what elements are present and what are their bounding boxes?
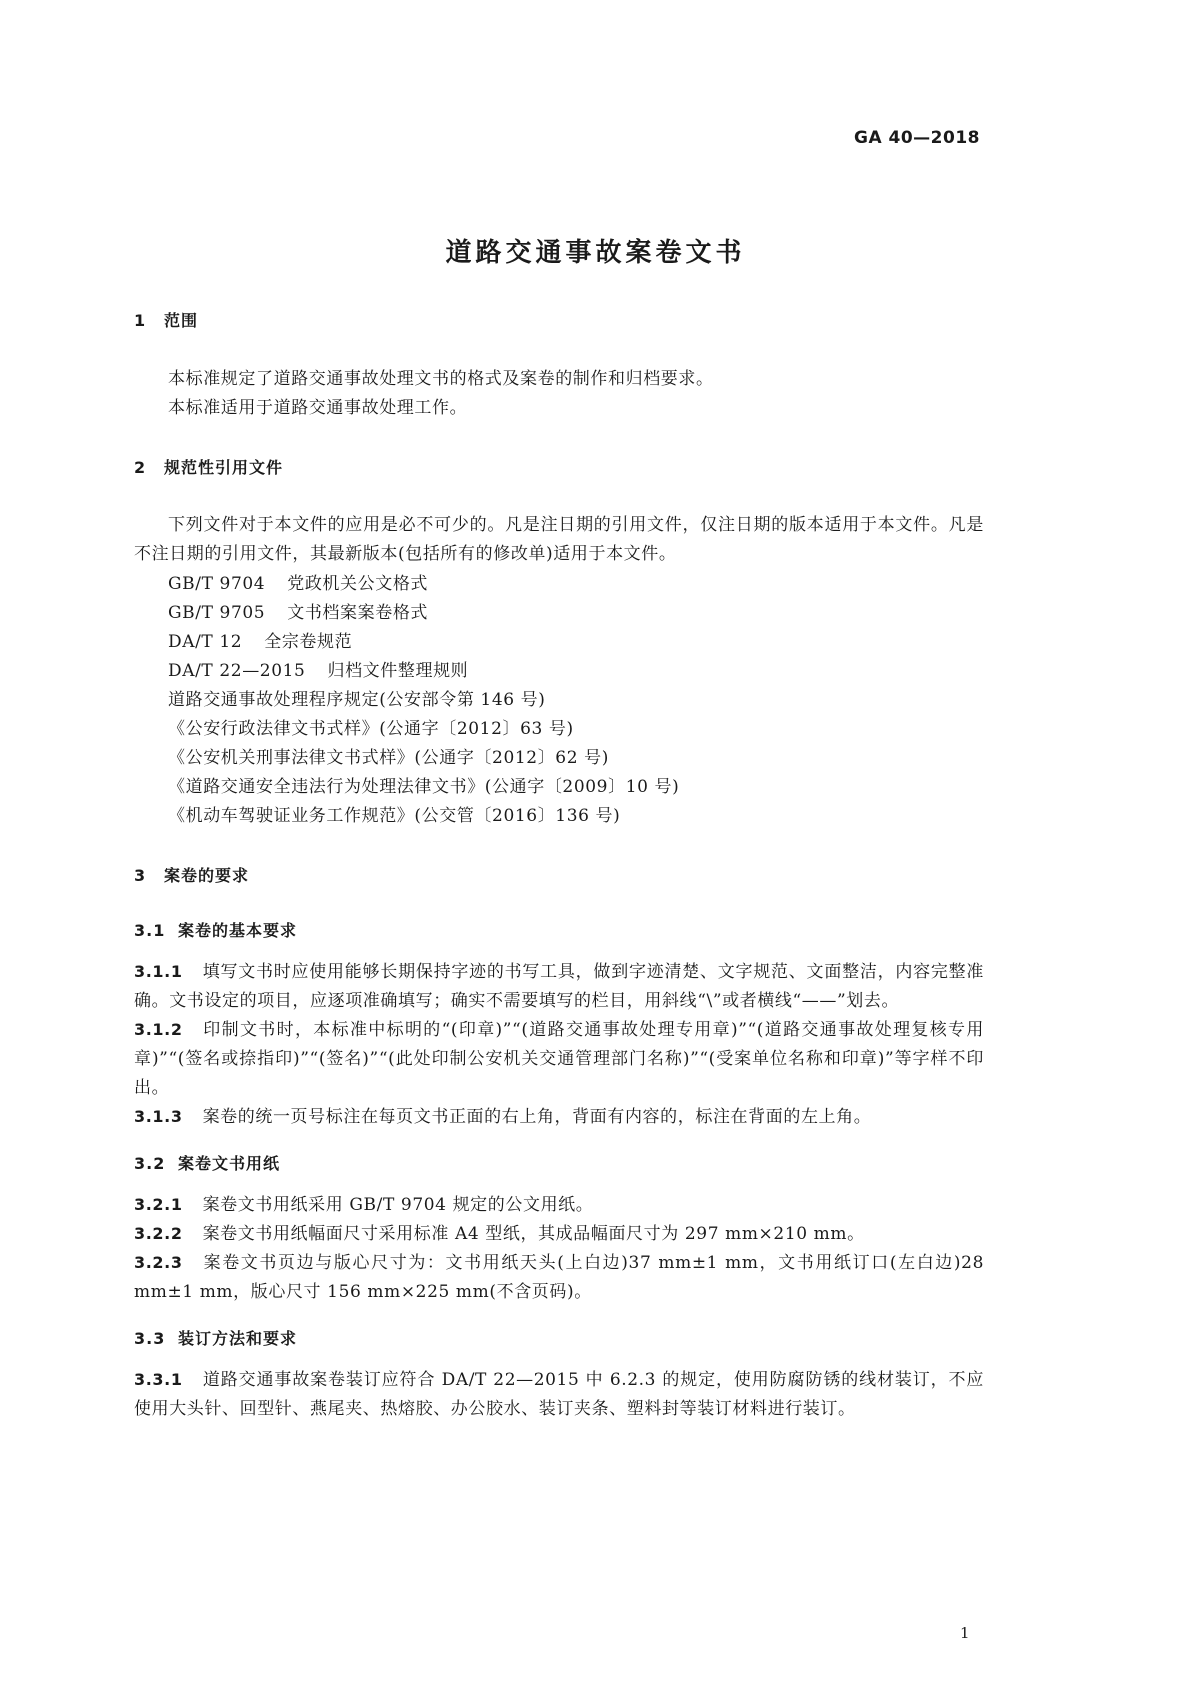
clause-number: 3.2.2: [134, 1224, 183, 1243]
reference-name: 全宗卷规范: [264, 632, 353, 652]
reference-item: [168, 656, 468, 681]
clause-number: 3.2.1: [134, 1195, 183, 1214]
section-number: 2: [134, 458, 147, 477]
scope-paragraph-2: 本标准适用于道路交通事故处理工作。: [168, 398, 468, 418]
clause-text: 道路交通事故案卷装订应符合 DA/T 22—2015 中 6.2.3 的规定，使用防腐防锈的线材装订，不应使用大头针、回型针、燕尾夹、热熔胶、办公胶水、装订夹条、塑料封等装订材料进行装订。: [134, 1370, 984, 1419]
standard-code: GA 40—2018: [853, 128, 980, 148]
clause-text: 案卷文书页边与版心尺寸为：文书用纸天头(上白边)37 mm±1 mm，文书用纸订口(左白边)28 mm±1 mm，版心尺寸 156 mm×225 mm(不含页码)。: [134, 1253, 984, 1302]
section-title: 案卷文书用纸: [178, 1154, 281, 1173]
reference-name: 归档文件整理规则: [327, 661, 469, 681]
reference-item: [168, 598, 428, 623]
clause-text: 案卷文书用纸幅面尺寸采用标准 A4 型纸，其成品幅面尺寸为 297 mm×210 mm。: [202, 1224, 865, 1244]
section-title: 案卷的要求: [164, 866, 250, 885]
reference-document: 《机动车驾驶证业务工作规范》(公交管〔2016〕136 号): [168, 806, 621, 826]
clause-number: 3.1.2: [134, 1020, 183, 1039]
clause-text: 印制文书时，本标准中标明的“(印章)”“(道路交通事故处理专用章)”“(道路交通事故处理复核专用章)”“(签名或捺指印)”“(签名)”“(此处印制公安机关交通管理部门名称)”“(受案单位名称和印章)”等字样不印出。: [134, 1020, 984, 1098]
reference-name: 党政机关公文格式: [287, 574, 429, 594]
clause-3-1-1: [134, 957, 984, 1016]
clause-3-2-2: [134, 1219, 984, 1249]
reference-code: GB/T 9705: [168, 603, 266, 623]
section-number: 3.2: [134, 1154, 166, 1173]
reference-code: DA/T 22—2015: [168, 661, 306, 681]
clause-3-1-3: [134, 1102, 984, 1132]
clause-text: 案卷文书用纸采用 GB/T 9704 规定的公文用纸。: [202, 1195, 594, 1215]
clause-text: 填写文书时应使用能够长期保持字迹的书写工具，做到字迹清楚、文字规范、文面整洁，内容完整准确。文书设定的项目，应逐项准确填写；确实不需要填写的栏目，用斜线“\”或者横线“——”划去。: [134, 962, 984, 1011]
clause-text: 案卷的统一页号标注在每页文书正面的右上角，背面有内容的，标注在背面的左上角。: [202, 1107, 872, 1127]
section-title: 范围: [164, 311, 199, 330]
section-3-2-heading: [134, 1151, 280, 1174]
section-2-heading: [134, 455, 283, 478]
references-intro: 下列文件对于本文件的应用是必不可少的。凡是注日期的引用文件，仅注日期的版本适用于本文件。凡是不注日期的引用文件，其最新版本(包括所有的修改单)适用于本文件。: [134, 515, 984, 564]
document-title: 道路交通事故案卷文书: [445, 238, 746, 268]
reference-document: 《公安行政法律文书式样》(公通字〔2012〕63 号): [168, 719, 574, 739]
reference-code: DA/T 12: [168, 632, 243, 652]
clause-number: 3.1.1: [134, 962, 183, 981]
section-number: 1: [134, 311, 147, 330]
clause-number: 3.1.3: [134, 1107, 183, 1126]
clause-number: 3.2.3: [134, 1253, 183, 1272]
section-3-1-heading: [134, 918, 297, 941]
reference-item: [168, 627, 352, 652]
section-3-heading: [134, 863, 249, 886]
reference-document: 《公安机关刑事法律文书式样》(公通字〔2012〕62 号): [168, 748, 609, 768]
clause-3-3-1: [134, 1365, 984, 1424]
section-3-3-heading: [134, 1326, 297, 1349]
section-number: 3: [134, 866, 147, 885]
clause-3-2-1: [134, 1190, 984, 1220]
section-title: 案卷的基本要求: [178, 921, 298, 940]
section-number: 3.1: [134, 921, 166, 940]
reference-name: 文书档案案卷格式: [287, 603, 429, 623]
section-number: 3.3: [134, 1329, 166, 1348]
section-1-heading: [134, 308, 198, 331]
reference-document: 道路交通事故处理程序规定(公安部令第 146 号): [168, 690, 546, 710]
clause-3-1-2: [134, 1015, 984, 1103]
reference-code: GB/T 9704: [168, 574, 266, 594]
section-title: 规范性引用文件: [164, 458, 284, 477]
reference-document: 《道路交通安全违法行为处理法律文书》(公通字〔2009〕10 号): [168, 777, 680, 797]
clause-number: 3.3.1: [134, 1370, 183, 1389]
clause-3-2-3: [134, 1248, 984, 1307]
page-number: 1: [960, 1624, 970, 1642]
reference-item: [168, 569, 428, 594]
scope-paragraph-1: 本标准规定了道路交通事故处理文书的格式及案卷的制作和归档要求。: [168, 369, 714, 389]
section-title: 装订方法和要求: [178, 1329, 298, 1348]
